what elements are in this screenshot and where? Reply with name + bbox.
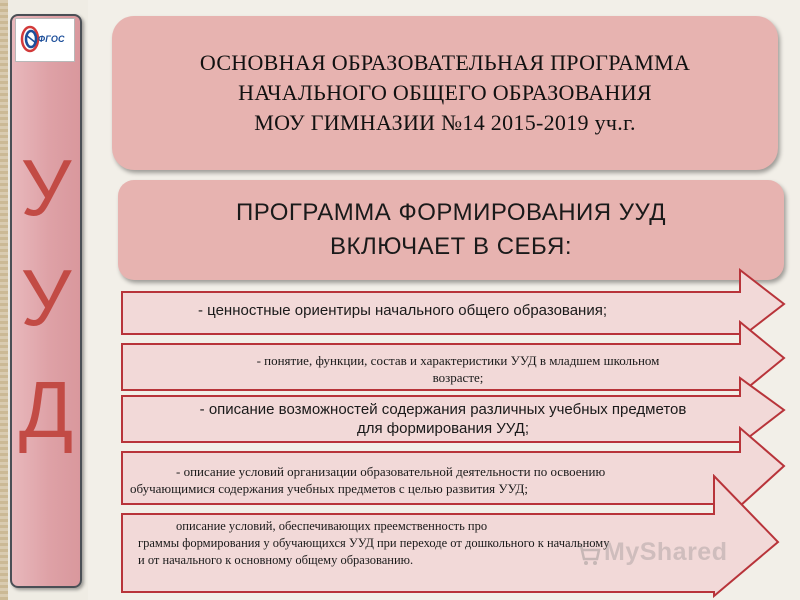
item-4-line-2: обучающимися содержания учебных предметов с целью развития УУД;	[130, 481, 528, 496]
subtitle-line-1: ПРОГРАММА ФОРМИРОВАНИЯ УУД	[236, 199, 666, 226]
item-1-text: - ценностные ориентиры начального общего образования;	[198, 302, 608, 319]
item-3-line-1: - описание возможностей содержания различных учебных предметов	[199, 401, 687, 418]
title-box	[112, 16, 778, 170]
item-3-line-2: для формирования УУД;	[356, 420, 529, 437]
title-line-2: НАЧАЛЬНОГО ОБЩЕГО ОБРАЗОВАНИЯ	[238, 80, 652, 105]
cart-watermark-icon	[574, 540, 602, 568]
item-4-line-1: - описание условий организации образовательной деятельности по освоению	[176, 464, 606, 479]
subtitle-line-2: ВКЛЮЧАЕТ В СЕБЯ:	[329, 233, 573, 260]
fgos-emblem-icon	[20, 25, 40, 53]
item-5-line-2: граммы формирования у обучающихся УУД при переходе от дошкольного к начальному	[138, 536, 610, 550]
watermark-text: MyShared	[604, 538, 728, 566]
paper-edge	[0, 0, 8, 600]
sidebar-letter-1: У	[20, 143, 72, 232]
sidebar-letter-2: У	[20, 253, 72, 342]
subtitle-box	[118, 180, 784, 280]
sidebar-letter-3: Д	[18, 365, 74, 454]
item-2-line-2: возрасте;	[432, 370, 484, 385]
fgos-logo	[15, 18, 75, 62]
item-5-line-3: и от начального к основному общему образованию.	[138, 553, 414, 567]
item-5-line-1: описание условий, обеспечивающих преемственность про	[176, 519, 488, 533]
title-line-1: ОСНОВНАЯ ОБРАЗОВАТЕЛЬНАЯ ПРОГРАММА	[199, 50, 691, 75]
arrow-item-5	[118, 474, 790, 598]
title-line-3: МОУ ГИМНАЗИИ №14 2015-2019 уч.г.	[254, 110, 636, 135]
fgos-logo-text: ФГОС	[38, 34, 65, 44]
item-2-line-1: - понятие, функции, состав и характеристики УУД в младшем школьном	[256, 353, 660, 368]
